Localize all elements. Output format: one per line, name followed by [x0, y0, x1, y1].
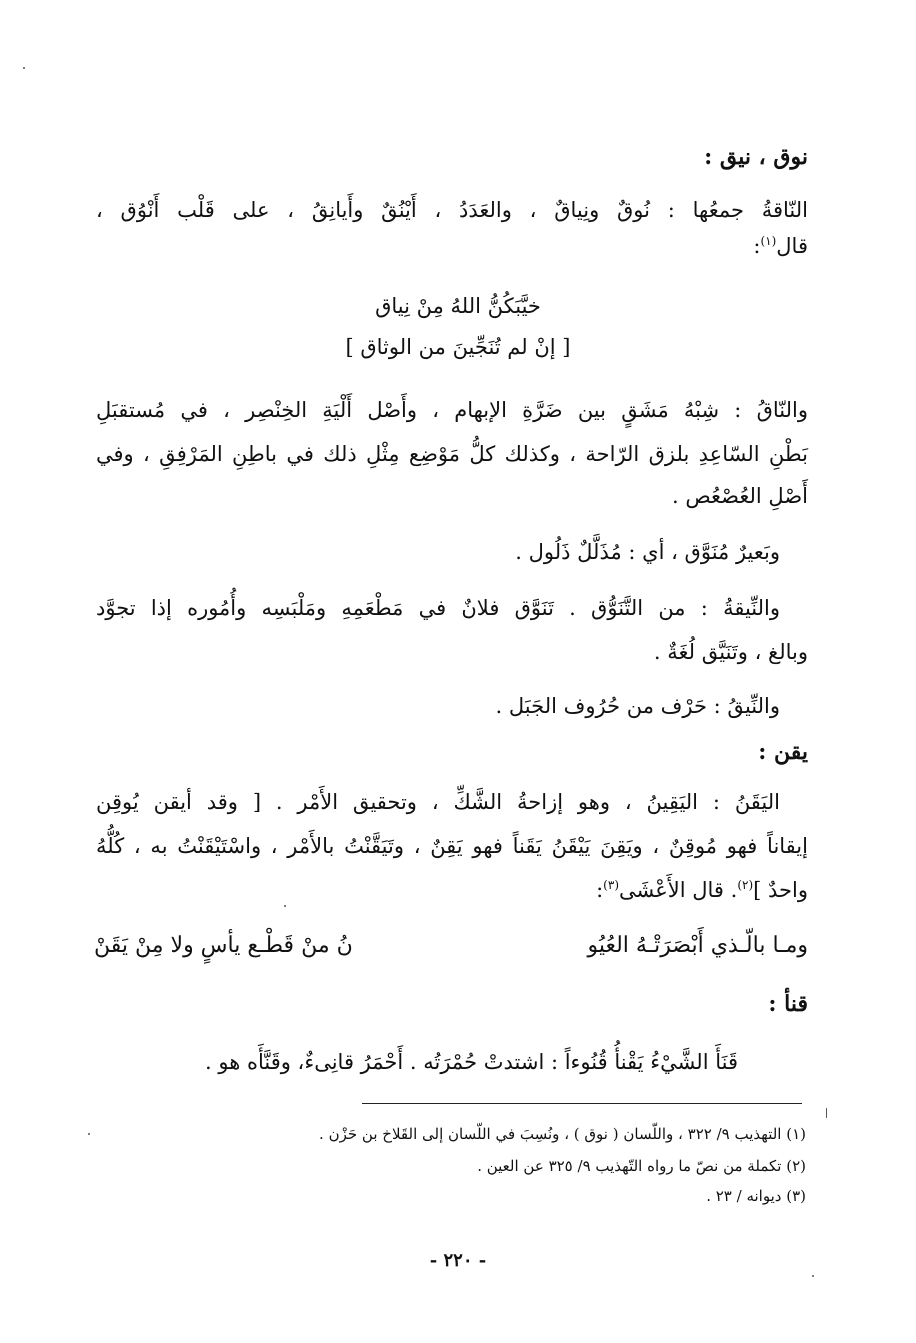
footnote-divider: [362, 1103, 802, 1104]
entry-heading-qana: قنأ :: [768, 991, 808, 1017]
scan-speck: [284, 905, 286, 907]
text-line: والنِّيقُ : حَرْف من حُرُوف الجَبَل .: [495, 694, 780, 718]
text-line: أَصْلِ العُصْعُص .: [671, 484, 808, 508]
text-line: [753, 232, 808, 260]
text-line: والنّاقُ : شِبْهُ مَشَقٍ بين ضَرَّةِ الإبهام ، وأَصْل أَلْيَةِ الخِنْصِر ، في مُستقبَلِ: [96, 398, 808, 422]
verse-hemistich-second: نُ منْ قَطْـع يأسٍ ولا مِنْ يَقَنْ: [94, 933, 353, 958]
scan-speck: [88, 1133, 90, 1135]
text-fragment: :: [753, 234, 761, 258]
verse-line: خيَّبَكُنُّ اللهُ مِنْ نِياق: [375, 294, 541, 318]
verse-line: [ إنْ لم تُنَجِّينَ من الوثاق ]: [345, 335, 571, 359]
entry-heading-yaqn: يقن :: [758, 739, 808, 765]
page-number: - ٢٢٠ -: [429, 1250, 487, 1271]
footnote-ref-1: (١): [760, 234, 777, 248]
text-fragment: واحدٌ ]: [753, 878, 808, 902]
footnote-3: (٣) ديوانه / ٢٣ .: [706, 1187, 806, 1205]
text-line: [596, 876, 808, 904]
scan-speck: [23, 67, 25, 69]
footnote-ref-2: (٢): [737, 878, 754, 892]
text-line: وبَعيرٌ مُنَوَّق ، أي : مُذَلَّلٌ ذَلُول .: [515, 540, 780, 564]
text-line: النّاقةُ جمعُها : نُوقٌ ونِياقٌ ، والعَدَدُ ، أَيْنُقٌ وأَيانِقُ ، على قَلْب أَنْوُق ،: [96, 198, 808, 222]
text-line: إيقاناً فهو مُوقِنٌ ، ويَقِنَ يَيْقَنُ يَقَناً فهو يَقِنٌ ، وتَيَقَّنْتُ بالأَمْر ، واسْتَيْقَنْتُ به ، كُلُّهُ: [96, 834, 808, 858]
text-line: اليَقَنُ : اليَقِينُ ، وهو إزاحةُ الشَّكِّ ، وتحقيق الأَمْر . [ وقد أيقن يُوقِن: [96, 790, 780, 814]
text-line: والنِّيقةُ : من التَّنَوُّق . تَنَوَّق فلانٌ في مَطْعَمِهِ ومَلْبَسِه وأُمُوره إذا تجوَّد: [96, 596, 780, 620]
footnote-2: (٢) تكملة من نصّ ما رواه التّهذيب ٩/ ٣٢٥ عن العين .: [477, 1157, 806, 1175]
text-fragment: :: [596, 878, 604, 902]
entry-heading-nuq: نوق ، نيق :: [704, 144, 808, 170]
scan-speck: [826, 1108, 827, 1118]
footnote-ref-3: (٣): [603, 878, 619, 892]
verse-hemistich-first: ومـا بالّـذي أَبْصَرَتْـهُ العُيُو: [587, 933, 808, 958]
text-line: بَطْنِ السّاعِدِ بلزق الرّاحة ، وكذلك كلُّ مَوْضِع مِثْلِ ذلك في باطِنِ المَرْفِقِ ، وفي: [96, 442, 808, 466]
text-fragment: قال: [776, 234, 808, 258]
footnote-1: (١) التهذيب ٩/ ٣٢٢ ، واللّسان ( نوق ) ، ونُسِبَ في اللّسان إلى القَلاخ بن حَزْن .: [319, 1125, 806, 1143]
text-line: وبالغ ، وتَنَيَّق لُغَةٌ .: [653, 640, 808, 664]
text-line: قَنَأَ الشَّيْءُ يَقْنأُ قُنُوءاً : اشتدتْ حُمْرَتُه . أَحْمَرُ قانِىءٌ، وقَنَّأَه هو .: [205, 1050, 738, 1074]
text-fragment: . قال الأَعْشَى: [619, 878, 738, 902]
scan-speck: [812, 1275, 814, 1277]
